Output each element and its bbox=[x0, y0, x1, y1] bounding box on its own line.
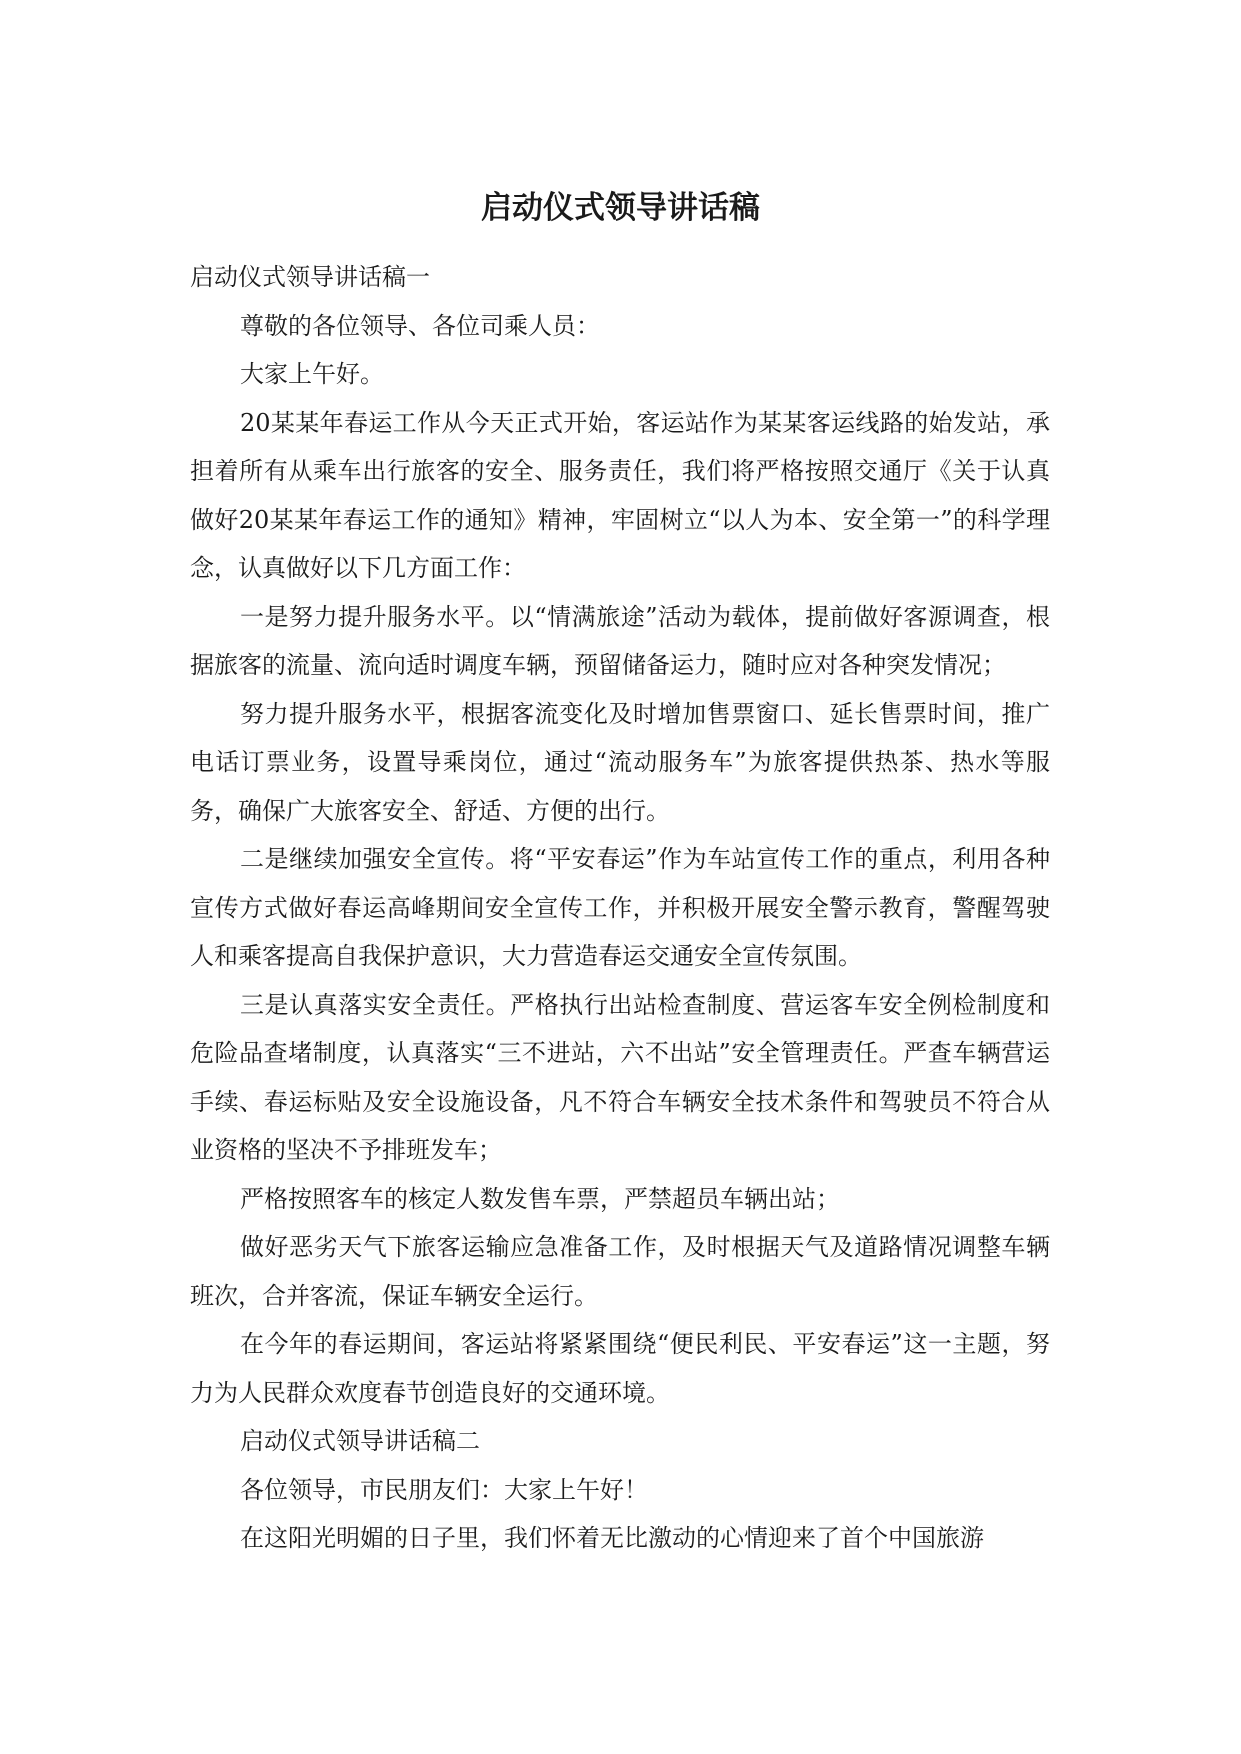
salutation-2: 各位领导，市民朋友们：大家上午好！ bbox=[240, 1475, 648, 1504]
section-heading-2: 启动仪式领导讲话稿二 bbox=[240, 1427, 480, 1455]
document-body bbox=[190, 253, 1050, 1563]
paragraph-intro: 20某某年春运工作从今天正式开始，客运站作为某某客运线路的始发站，承担着所有从乘车出行旅客的安全、服务责任，我们将严格按照交通厅《关于认真做好20某某年春运工作的通知》精神，牢固树立“以人为本、安全第一”的科学理念，认真做好以下几方面工作： bbox=[190, 408, 1050, 582]
paragraph-service: 努力提升服务水平，根据客流变化及时增加售票窗口、延长售票时间，推广电话订票业务，设置导乘岗位，通过“流动服务车”为旅客提供热茶、热水等服务，确保广大旅客安全、舒适、方便的出行。 bbox=[190, 699, 1050, 825]
paragraph-point-1: 一是努力提升服务水平。以“情满旅途”活动为载体，提前做好客源调查，根据旅客的流量、流向适时调度车辆，预留储备运力，随时应对各种突发情况； bbox=[190, 602, 1050, 679]
paragraph-conclusion: 在今年的春运期间，客运站将紧紧围绕“便民利民、平安春运”这一主题，努力为人民群众欢度春节创造良好的交通环境。 bbox=[190, 1330, 1050, 1407]
greeting: 大家上午好。 bbox=[240, 360, 384, 388]
paragraph-point-2: 二是继续加强安全宣传。将“平安春运”作为车站宣传工作的重点，利用各种宣传方式做好春运高峰期间安全宣传工作，并积极开展安全警示教育，警醒驾驶人和乘客提高自我保护意识，大力营造春运交通安全宣传氛围。 bbox=[190, 845, 1050, 970]
salutation: 尊敬的各位领导、各位司乘人员： bbox=[240, 311, 600, 340]
document-title: 启动仪式领导讲话稿 bbox=[481, 190, 760, 226]
paragraph-tickets: 严格按照客车的核定人数发售车票，严禁超员车辆出站； bbox=[240, 1184, 840, 1213]
paragraph-weather: 做好恶劣天气下旅客运输应急准备工作，及时根据天气及道路情况调整车辆班次，合并客流，保证车辆安全运行。 bbox=[190, 1233, 1050, 1310]
paragraph-opening-2: 在这阳光明媚的日子里，我们怀着无比激动的心情迎来了首个中国旅游 bbox=[240, 1524, 984, 1552]
section-heading-1: 启动仪式领导讲话稿一 bbox=[190, 263, 430, 291]
paragraph-point-3: 三是认真落实安全责任。严格执行出站检查制度、营运客车安全例检制度和危险品查堵制度，认真落实“三不进站，六不出站”安全管理责任。严查车辆营运手续、春运标贴及安全设施设备，凡不符合车辆安全技术条件和驾驶员不符合从业资格的坚决不予排班发车； bbox=[190, 990, 1050, 1164]
